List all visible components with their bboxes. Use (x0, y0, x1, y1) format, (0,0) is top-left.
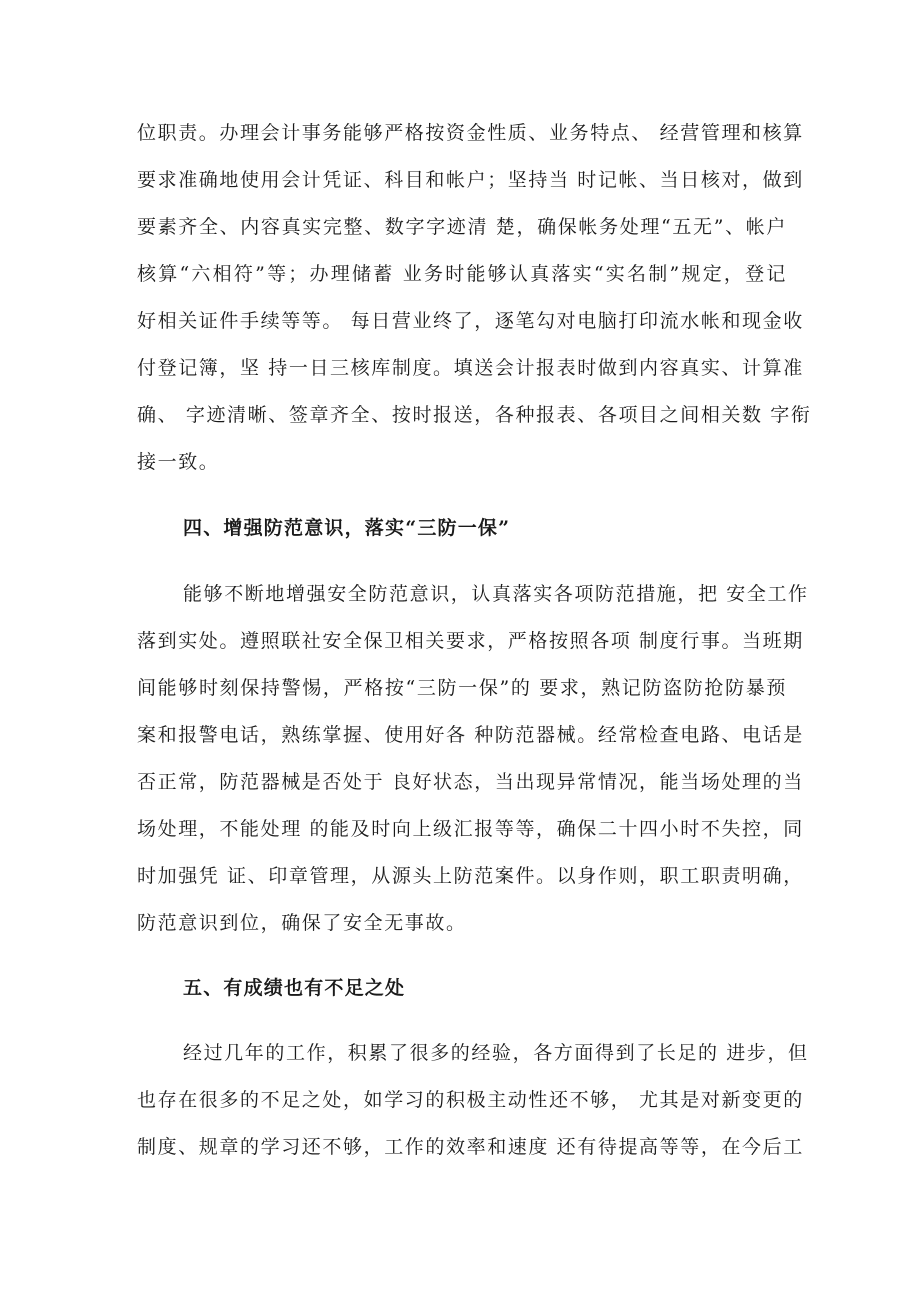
paragraph-line: 时加强凭 证、印章管理，从源头上防范案件。以身作则，职工职责明确， (137, 865, 804, 887)
paragraph-line: 位职责。办理会计事务能够严格按资金性质、业务特点、 经营管理和核算 (137, 122, 804, 144)
paragraph-line: 制度、规章的学习还不够，工作的效率和速度 还有待提高等等，在今后工 (137, 1136, 804, 1158)
paragraph-line: 要求准确地使用会计凭证、科目和帐户；坚持当 时记帐、当日核对，做到 (137, 169, 804, 191)
paragraph-line: 落到实处。遵照联社安全保卫相关要求，严格按照各项 制度行事。当班期 (137, 630, 804, 652)
paragraph-line: 能够不断地增强安全防范意识，认真落实各项防范措施，把 安全工作 (183, 583, 809, 605)
paragraph-line: 否正常，防范器械是否处于 良好状态，当出现异常情况，能当场处理的当 (137, 771, 804, 793)
paragraph-line: 确、 字迹清晰、签章齐全、按时报送，各种报表、各项目之间相关数 字衔 (137, 404, 812, 426)
paragraph-line: 接一致。 (137, 451, 220, 473)
paragraph-line: 核算“六相符”等；办理储蓄 业务时能够认真落实“实名制”规定，登记 (137, 263, 787, 285)
paragraph-line: 场处理，不能处理 的能及时向上级汇报等等，确保二十四小时不失控，同 (137, 818, 804, 840)
paragraph-line: 付登记簿，坚 持一日三核库制度。填送会计报表时做到内容真实、计算准 (137, 357, 804, 379)
paragraph-line: 好相关证件手续等等。 每日营业终了，逐笔勾对电脑打印流水帐和现金收 (137, 310, 804, 332)
paragraph-line: 要素齐全、内容真实完整、数字字迹清 楚，确保帐务处理“五无”、帐户 (137, 216, 787, 238)
paragraph-line: 间能够时刻保持警惕，严格按“三防一保”的 要求，熟记防盗防抢防暴预 (137, 677, 787, 699)
paragraph-line: 经过几年的工作，积累了很多的经验，各方面得到了长足的 进步，但 (183, 1042, 809, 1064)
paragraph-line: 也存在很多的不足之处，如学习的积极主动性还不够， 尤其是对新变更的 (137, 1089, 804, 1111)
paragraph-line: 防范意识到位，确保了安全无事故。 (137, 912, 467, 934)
section-heading: 五、有成绩也有不足之处 (183, 977, 406, 999)
section-heading: 四、增强防范意识，落实“三防一保” (183, 517, 511, 539)
paragraph-line: 案和报警电话，熟练掌握、使用好各 种防范器械。经常检查电路、电话是 (137, 724, 804, 746)
